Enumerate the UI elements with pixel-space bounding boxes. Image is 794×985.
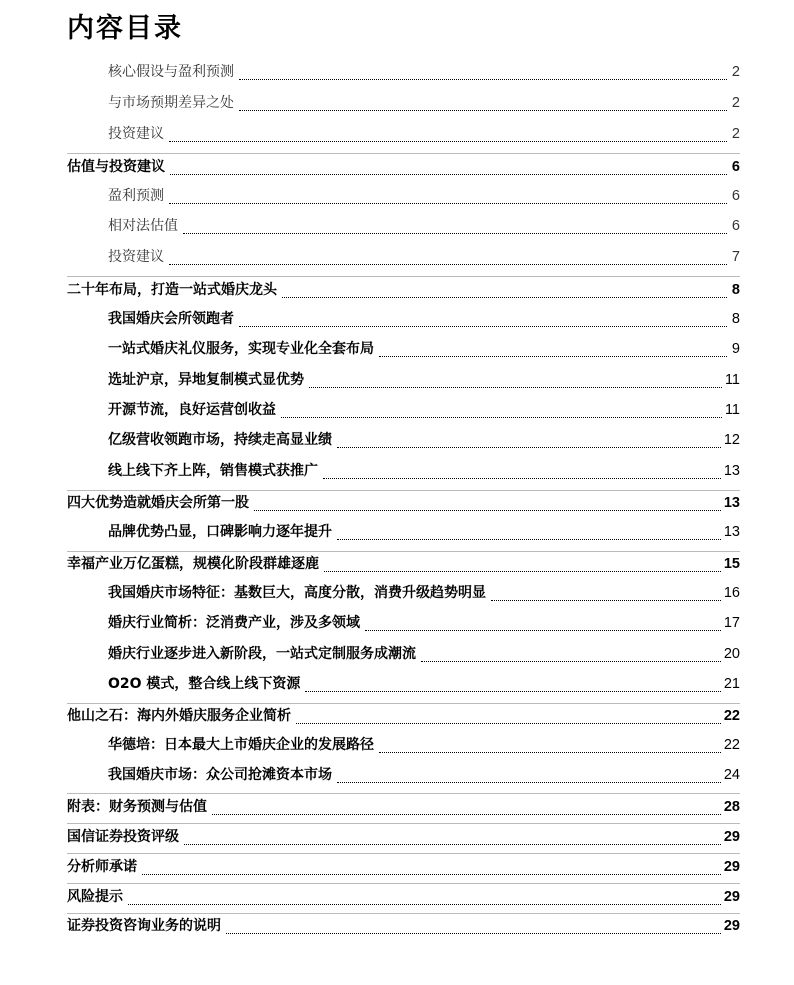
toc-leader-dots <box>337 447 721 448</box>
toc-entry-page: 22 <box>723 737 740 753</box>
toc-leader-dots <box>309 387 722 388</box>
toc-entry-label: 我国婚庆市场特征：基数巨大，高度分散，消费升级趋势明显 <box>108 585 486 601</box>
toc-title: 内容目录 <box>67 13 183 44</box>
toc-section-page: 15 <box>723 556 740 572</box>
toc-leader-dots <box>184 844 721 845</box>
toc-entry-label: 亿级营收领跑市场，持续走高显业绩 <box>108 432 332 448</box>
toc-section-page: 29 <box>723 918 740 934</box>
toc-leader-dots <box>128 904 721 905</box>
toc-leader-dots <box>379 356 727 357</box>
toc-entry[interactable] <box>108 245 740 269</box>
toc-entry-page: 11 <box>724 402 740 418</box>
toc-entry-page: 13 <box>723 463 740 479</box>
toc-entry-page: 11 <box>724 372 740 388</box>
toc-entry-label: 投资建议 <box>108 249 164 265</box>
section-divider <box>67 153 740 154</box>
toc-section-label: 国信证券投资评级 <box>67 829 179 845</box>
toc-entry-page: 24 <box>723 767 740 783</box>
toc-entry-page: 7 <box>731 249 740 265</box>
toc-entry-label: O2O 模式，整合线上线下资源 <box>108 676 301 692</box>
toc-section-page: 13 <box>723 495 740 511</box>
toc-entry-label: 婚庆行业简析：泛消费产业，涉及多领域 <box>108 615 360 631</box>
section-divider <box>67 883 740 884</box>
toc-leader-dots <box>239 110 727 111</box>
toc-section[interactable] <box>67 825 740 849</box>
toc-leader-dots <box>239 326 727 327</box>
toc-entry[interactable] <box>108 672 740 696</box>
toc-section[interactable] <box>67 885 740 909</box>
toc-entry[interactable] <box>108 520 740 544</box>
toc-entry[interactable] <box>108 307 740 331</box>
toc-entry-page: 2 <box>731 64 740 80</box>
toc-entry[interactable] <box>108 642 740 666</box>
toc-entry-label: 线上线下齐上阵，销售模式获推广 <box>108 463 318 479</box>
toc-entry-page: 21 <box>723 676 740 692</box>
toc-entry-label: 我国婚庆市场：众公司抢滩资本市场 <box>108 767 332 783</box>
toc-entry[interactable] <box>108 337 740 361</box>
toc-section-page: 8 <box>731 282 740 298</box>
toc-leader-dots <box>212 814 721 815</box>
toc-leader-dots <box>337 782 721 783</box>
toc-leader-dots <box>296 723 721 724</box>
toc-leader-dots <box>183 233 727 234</box>
toc-entry[interactable] <box>108 459 740 483</box>
toc-section-label: 附表：财务预测与估值 <box>67 799 207 815</box>
toc-entry[interactable] <box>108 581 740 605</box>
toc-entry-label: 婚庆行业逐步进入新阶段，一站式定制服务成潮流 <box>108 646 416 662</box>
toc-entry[interactable] <box>108 60 740 84</box>
toc-entry-label: 投资建议 <box>108 126 164 142</box>
toc-entry-label: 相对法估值 <box>108 218 178 234</box>
toc-entry-page: 17 <box>723 615 740 631</box>
toc-section-page: 22 <box>723 708 740 724</box>
toc-leader-dots <box>323 478 721 479</box>
toc-entry[interactable] <box>108 214 740 238</box>
toc-leader-dots <box>337 539 721 540</box>
toc-entry[interactable] <box>108 398 740 422</box>
section-divider <box>67 793 740 794</box>
toc-entry-label: 华德培：日本最大上市婚庆企业的发展路径 <box>108 737 374 753</box>
toc-entry-label: 开源节流，良好运营创收益 <box>108 402 276 418</box>
toc-section-label: 幸福产业万亿蛋糕，规模化阶段群雄逐鹿 <box>67 556 319 572</box>
toc-leader-dots <box>421 661 721 662</box>
toc-section[interactable] <box>67 552 740 576</box>
toc-entry[interactable] <box>108 763 740 787</box>
toc-leader-dots <box>491 600 721 601</box>
toc-entry[interactable] <box>108 184 740 208</box>
toc-entry-label: 一站式婚庆礼仪服务，实现专业化全套布局 <box>108 341 374 357</box>
toc-leader-dots <box>169 203 727 204</box>
toc-entry-page: 12 <box>723 432 740 448</box>
toc-section-page: 29 <box>723 859 740 875</box>
toc-entry-page: 16 <box>723 585 740 601</box>
toc-leader-dots <box>142 874 721 875</box>
toc-leader-dots <box>379 752 721 753</box>
toc-entry-page: 9 <box>731 341 740 357</box>
toc-section-label: 二十年布局，打造一站式婚庆龙头 <box>67 282 277 298</box>
toc-section[interactable] <box>67 914 740 938</box>
toc-entry[interactable] <box>108 428 740 452</box>
toc-entry-page: 20 <box>723 646 740 662</box>
toc-entry-page: 8 <box>731 311 740 327</box>
section-divider <box>67 853 740 854</box>
toc-section[interactable] <box>67 795 740 819</box>
toc-section[interactable] <box>67 155 740 179</box>
toc-entry-label: 选址沪京，异地复制模式显优势 <box>108 372 304 388</box>
toc-entry-page: 2 <box>731 126 740 142</box>
toc-entry[interactable] <box>108 611 740 635</box>
toc-section[interactable] <box>67 491 740 515</box>
toc-leader-dots <box>305 691 720 692</box>
toc-entry-page: 13 <box>723 524 740 540</box>
section-divider <box>67 276 740 277</box>
toc-section-page: 6 <box>731 159 740 175</box>
toc-leader-dots <box>365 630 721 631</box>
toc-entry[interactable] <box>108 733 740 757</box>
toc-section[interactable] <box>67 278 740 302</box>
toc-entry-label: 盈利预测 <box>108 188 164 204</box>
toc-entry[interactable] <box>108 368 740 392</box>
toc-section[interactable] <box>67 704 740 728</box>
toc-section-page: 29 <box>723 829 740 845</box>
toc-entry-label: 与市场预期差异之处 <box>108 95 234 111</box>
section-divider <box>67 823 740 824</box>
toc-entry-page: 2 <box>731 95 740 111</box>
toc-section-page: 28 <box>723 799 740 815</box>
toc-section-label: 风险提示 <box>67 889 123 905</box>
toc-entry-page: 6 <box>731 218 740 234</box>
toc-leader-dots <box>324 571 721 572</box>
toc-leader-dots <box>170 174 727 175</box>
toc-section-label: 分析师承诺 <box>67 859 137 875</box>
toc-entry-page: 6 <box>731 188 740 204</box>
toc-section-label: 估值与投资建议 <box>67 159 165 175</box>
toc-section-label: 证券投资咨询业务的说明 <box>67 918 221 934</box>
toc-leader-dots <box>226 933 721 934</box>
toc-entry[interactable] <box>108 122 740 146</box>
toc-section-label: 四大优势造就婚庆会所第一股 <box>67 495 249 511</box>
toc-leader-dots <box>169 141 727 142</box>
toc-section[interactable] <box>67 855 740 879</box>
toc-entry[interactable] <box>108 91 740 115</box>
toc-entry-label: 我国婚庆会所领跑者 <box>108 311 234 327</box>
toc-leader-dots <box>239 79 727 80</box>
toc-leader-dots <box>169 264 727 265</box>
toc-section-label: 他山之石：海内外婚庆服务企业简析 <box>67 708 291 724</box>
toc-leader-dots <box>254 510 721 511</box>
toc-section-page: 29 <box>723 889 740 905</box>
toc-entry-label: 核心假设与盈利预测 <box>108 64 234 80</box>
toc-leader-dots <box>282 297 727 298</box>
toc-entry-label: 品牌优势凸显，口碑影响力逐年提升 <box>108 524 332 540</box>
toc-leader-dots <box>281 417 722 418</box>
